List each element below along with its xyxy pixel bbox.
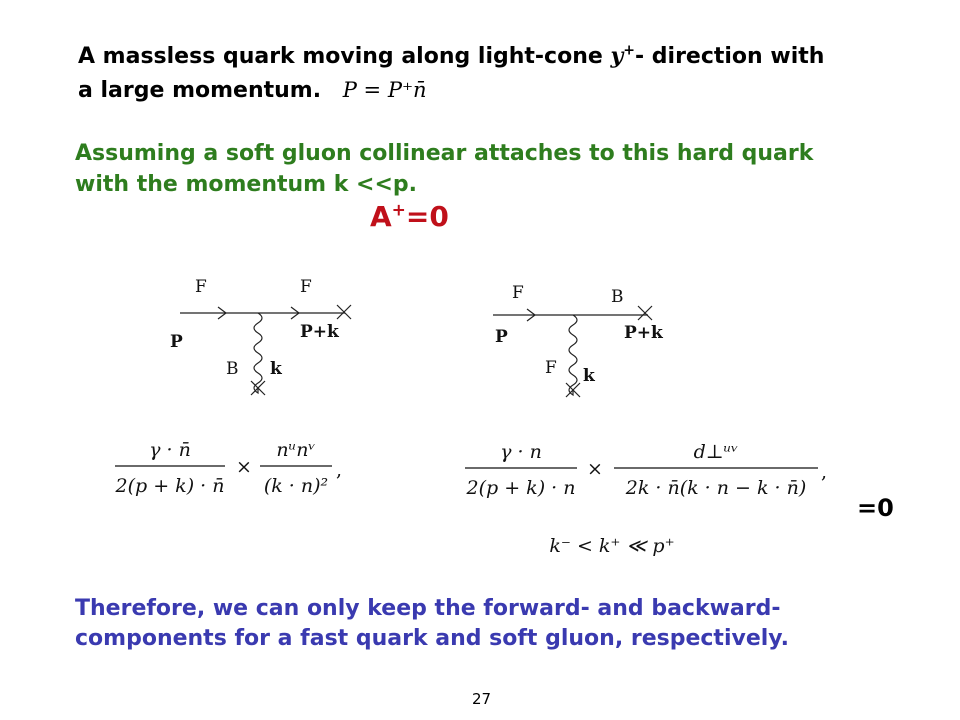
assumption-line-1: Assuming a soft gluon collinear attaches to this hard quark [75, 141, 814, 166]
momentum-hierarchy: k⁻ < k⁺ ≪ p⁺ [549, 535, 675, 557]
conclusion-line-2: components for a fast quark and soft gluon, respectively. [75, 626, 789, 651]
eq-left-den2: (k · n)² [263, 475, 329, 497]
equation-left [115, 439, 343, 497]
intro-line-1-tail: - direction with [634, 44, 825, 69]
diagram-left [170, 277, 351, 395]
eq-right-den2: 2k · n̄(k · n − k · n̄) [625, 477, 807, 499]
gauge-sup: + [391, 200, 406, 221]
label-p-right: P [495, 327, 508, 347]
label-f-right: F [512, 283, 524, 303]
eq-right-num2: d⊥ᵘᵛ [693, 441, 739, 463]
eq-right-num1: γ · n [500, 441, 542, 463]
momentum-formula: P = P⁺n̄ [342, 78, 427, 102]
eq-left-times: × [236, 456, 252, 478]
gauge-eq: =0 [405, 200, 449, 233]
label-k-right: k [583, 366, 595, 386]
label-b-right: B [611, 287, 624, 307]
gluon-line-right [569, 315, 577, 395]
label-f-left-in: F [195, 277, 207, 297]
label-f-left-out: F [300, 277, 312, 297]
cross-quark-right [638, 306, 652, 320]
intro-line-2-text: a large momentum. [78, 78, 322, 103]
label-k-left: k [270, 359, 282, 379]
label-b-left: B [226, 359, 239, 379]
page-number: 27 [472, 690, 492, 708]
label-f-right-low: F [545, 358, 557, 378]
intro-variable-y: y [610, 43, 624, 69]
label-pk-right: P+k [624, 323, 663, 343]
eq-left-den1: 2(p + k) · n̄ [115, 475, 225, 497]
eq-right-times: × [587, 458, 603, 480]
intro-line-1-text: A massless quark moving along light-cone [78, 44, 611, 69]
eq-right-comma: , [821, 461, 828, 483]
label-p-left: P [170, 332, 183, 352]
gauge-a: A [370, 200, 392, 233]
equation-right [465, 441, 827, 499]
eq-left-num2: nᵘnᵛ [276, 439, 316, 461]
assumption-line-2: with the momentum k <<p. [75, 172, 418, 197]
eq-left-comma: , [336, 459, 343, 481]
intro-variable-sup: + [623, 42, 635, 59]
eq-right-den1: 2(p + k) · n [466, 477, 576, 499]
label-pk-left: P+k [300, 322, 339, 342]
gluon-line-left [254, 313, 262, 393]
cross-quark-left [337, 305, 351, 319]
diagram-right [493, 283, 664, 397]
conclusion-line-1: Therefore, we can only keep the forward- and backward- [75, 596, 781, 621]
result-zero: =0 [857, 494, 894, 522]
eq-left-num1: γ · n̄ [149, 439, 191, 461]
